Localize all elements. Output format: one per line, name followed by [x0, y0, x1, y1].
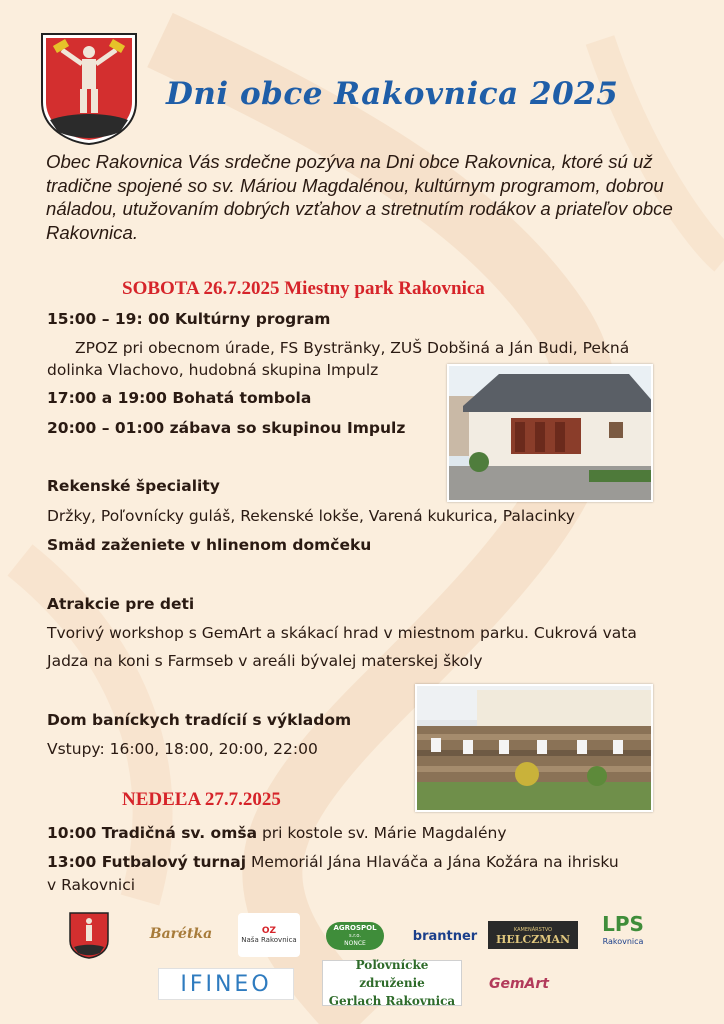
- mass-location: pri kostole sv. Márie Magdalény: [257, 824, 507, 842]
- helczman-text: HELCZMAN: [495, 933, 571, 946]
- brantner-text: brantner: [412, 928, 478, 944]
- nasa-rakovnica-text: Naša Rakovnica: [241, 936, 297, 944]
- lps-sub-text: Rakovnica: [602, 937, 644, 946]
- rakovnica-crest-logo: [68, 911, 110, 959]
- coat-of-arms-logo: [40, 32, 138, 146]
- football-line-2: v Rakovnici: [47, 876, 136, 894]
- polovnicke-line-1: Poľovnícke združenie: [355, 958, 429, 990]
- specialties-list: Držky, Poľovnícky guláš, Rekenské lokše, Varená kukurica, Palacinky: [47, 507, 575, 525]
- football-line: [47, 853, 619, 871]
- mining-house-photo: [415, 684, 653, 812]
- agrospol-sro: s.r.o.: [349, 933, 361, 939]
- village-house-photo: [447, 364, 653, 502]
- brantner-logo: [410, 924, 480, 948]
- nasa-oz-text: OZ: [261, 926, 277, 936]
- intro-paragraph: Obec Rakovnica Vás srdečne pozýva na Dni obce Rakovnica, ktoré sú už tradične spojené so sv. Máriou Magdalénou, kultúrnym programom, dobrou náladou, utužovaním dobrých vzťahov a stretnutím rodákov a priateľov obce Rakovnica.: [46, 151, 673, 243]
- kids-line-1: Tvorivý workshop s GemArt a skákací hrad v miestnom parku. Cukrová vata: [47, 624, 637, 642]
- agrospol-logo: [326, 922, 384, 950]
- ifineo-logo: [158, 968, 294, 1000]
- gemart-text: GemArt: [488, 976, 549, 992]
- zabava-line: 20:00 – 01:00 zábava so skupinou Impulz: [47, 419, 406, 437]
- program-title: 15:00 – 19: 00 Kultúrny program: [47, 310, 331, 328]
- lps-logo: [592, 912, 654, 954]
- ifineo-text: IFINEO: [180, 971, 272, 997]
- polovnicke-zdruzenie-logo: [322, 960, 462, 1006]
- lps-text: LPS: [602, 912, 644, 936]
- tombola-line: 17:00 a 19:00 Bohatá tombola: [47, 389, 312, 407]
- kids-title: Atrakcie pre deti: [47, 595, 195, 613]
- baretka-logo-text: Barétka: [149, 926, 213, 942]
- agrospol-place: NONCE: [344, 940, 366, 947]
- gemart-logo: [480, 968, 558, 1000]
- mass-line: [47, 824, 507, 842]
- football-detail: Memoriál Jána Hlaváča a Jána Kožára na ihrisku: [246, 853, 619, 871]
- program-line-2: dolinka Vlachovo, hudobná skupina Impulz: [47, 361, 379, 379]
- sunday-heading: NEDEĽA 27.7.2025: [122, 789, 281, 810]
- football-time-title: 13:00 Futbalový turnaj: [47, 853, 247, 871]
- helczman-logo: [488, 921, 578, 949]
- kids-line-2: Jadza na koni s Farmseb v areáli bývalej materskej školy: [47, 652, 483, 670]
- nasa-rakovnica-logo: [238, 913, 300, 957]
- specialties-title: Rekenské špeciality: [47, 477, 220, 495]
- mass-time-title: 10:00 Tradičná sv. omša: [47, 824, 258, 842]
- page-title: Dni obce Rakovnica 2025: [166, 76, 619, 112]
- program-line-1: ZPOZ pri obecnom úrade, FS Bystränky, ZUŠ Dobšiná a Ján Budi, Pekná: [75, 339, 630, 357]
- polovnicke-line-2: Gerlach Rakovnica: [328, 994, 456, 1008]
- saturday-heading: SOBOTA 26.7.2025 Miestny park Rakovnica: [122, 278, 485, 299]
- museum-title: Dom baníckych tradícií s výkladom: [47, 711, 352, 729]
- helczman-top-text: KAMENÁRSTVO: [513, 927, 553, 933]
- baretka-logo: [149, 912, 213, 956]
- museum-times: Vstupy: 16:00, 18:00, 20:00, 22:00: [47, 740, 318, 758]
- thirst-line: Smäd zaženiete v hlinenom domčeku: [47, 536, 372, 554]
- agrospol-name: AGROSPOL: [333, 924, 377, 932]
